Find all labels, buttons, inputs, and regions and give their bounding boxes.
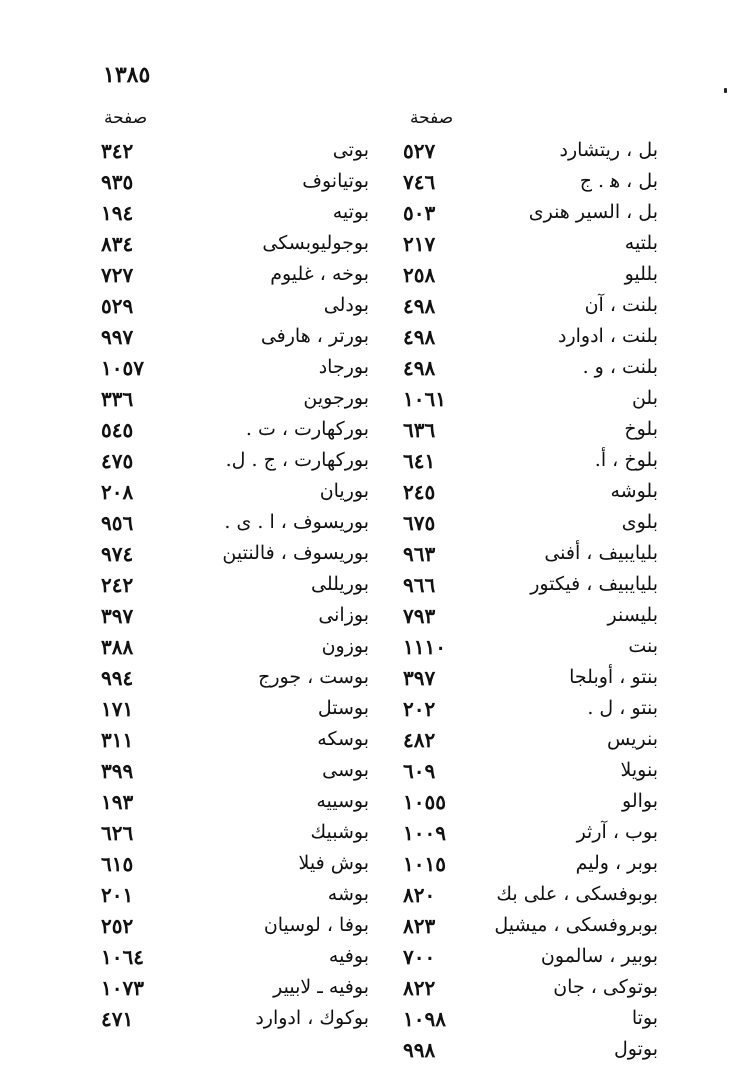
index-entry-page: ٩٩٤ xyxy=(101,666,134,690)
index-entry-name: بلليو xyxy=(624,263,658,285)
index-entry-name: بوستل xyxy=(317,697,369,719)
index-entry-page: ٣٩٧ xyxy=(403,666,436,690)
index-entry-page: ٨٣٤ xyxy=(101,232,134,256)
index-entry-name: بورجوين xyxy=(303,387,369,409)
index-entry-page: ١٠١٥ xyxy=(403,852,446,876)
index-entry-name: بوبر ، وليم xyxy=(575,852,658,874)
index-entry-name: بنريس xyxy=(606,728,658,750)
index-entry-name: بوكوك ، ادوارد xyxy=(255,1007,369,1029)
index-entry-page: ٩٦٣ xyxy=(403,542,436,566)
index-entry-name: بنويلا xyxy=(620,759,658,781)
index-entry xyxy=(355,418,670,449)
index-entry-page: ٣٨٨ xyxy=(101,635,134,659)
index-entry-name: بلنت ، و . xyxy=(582,356,658,378)
index-entry xyxy=(355,635,670,666)
index-entry xyxy=(355,666,670,697)
index-entry-name: بودلى xyxy=(323,294,369,316)
index-entry-page: ٢٥٢ xyxy=(101,914,134,938)
index-entry-name: بوبوفسكى ، على بك xyxy=(496,883,658,905)
index-entry-page: ٩٥٦ xyxy=(101,511,134,535)
page-column-header-left: صفحة xyxy=(104,108,148,128)
index-entry-page: ٣٩٧ xyxy=(101,604,134,628)
index-entry-name: بوفيه xyxy=(328,945,369,967)
index-entry-name: بوش فيلا xyxy=(298,852,369,874)
index-entry-name: بوتا xyxy=(631,1007,658,1029)
index-entry-page: ٤٧١ xyxy=(101,1007,134,1031)
index-entry-name: بنت xyxy=(628,635,658,657)
index-entry-page: ١٠٥٥ xyxy=(403,790,446,814)
index-entry-page: ١٠٦١ xyxy=(403,387,446,411)
index-entry-page: ٨٢٢ xyxy=(403,976,436,1000)
index-entry-name: بوسى xyxy=(322,759,369,781)
index-entry-page: ٩٧٤ xyxy=(101,542,134,566)
index-entry-page: ٧٤٦ xyxy=(403,170,436,194)
index-entry xyxy=(355,325,670,356)
index-entry xyxy=(96,728,381,759)
index-entry xyxy=(355,945,670,976)
index-entry-name: بوزانى xyxy=(318,604,369,626)
index-entry-page: ٣٤٢ xyxy=(101,139,134,163)
index-entry xyxy=(355,449,670,480)
index-entry-name: بوتيه xyxy=(332,201,369,223)
index-entry-name: بوسكه xyxy=(317,728,369,750)
index-entry-page: ٦٢٦ xyxy=(101,821,134,845)
index-entry-name: بل ، السير هنرى xyxy=(528,201,658,223)
index-entry xyxy=(96,263,381,294)
index-entry xyxy=(355,232,670,263)
index-entry xyxy=(96,294,381,325)
index-entry xyxy=(355,573,670,604)
index-entry-page: ٥٢٧ xyxy=(403,139,436,163)
index-entry-name: بوتى xyxy=(332,139,369,161)
index-entry xyxy=(96,449,381,480)
index-entry xyxy=(96,170,381,201)
index-entry-page: ٢٤٥ xyxy=(403,480,436,504)
index-entry-page: ١١١٠ xyxy=(403,635,446,659)
index-entry-page: ٢٠٢ xyxy=(403,697,436,721)
index-entry-page: ٢٥٨ xyxy=(403,263,436,287)
index-entry-page: ١٠٧٣ xyxy=(101,976,144,1000)
index-entry-name: بلوشه xyxy=(610,480,658,502)
index-entry-page: ٩٣٥ xyxy=(101,170,134,194)
index-entry xyxy=(96,480,381,511)
index-entry-name: بوشبيك xyxy=(310,821,369,843)
page-number: ١٣٨٥ xyxy=(103,62,151,88)
index-entry-name: بورتر ، هارفى xyxy=(260,325,369,347)
index-entry xyxy=(355,821,670,852)
index-entry-page: ١٩٤ xyxy=(101,201,134,225)
index-entry-page: ٧٩٣ xyxy=(403,604,436,628)
index-entry-name: بورجاد xyxy=(318,356,369,378)
index-entry-name: بلوخ xyxy=(624,418,658,440)
index-entry-page: ١٠٦٤ xyxy=(101,945,144,969)
index-entry-page: ٢١٧ xyxy=(403,232,436,256)
index-entry xyxy=(96,139,381,170)
index-entry-name: بلنت ، آن xyxy=(584,294,658,316)
index-entry xyxy=(355,697,670,728)
index-entry-page: ٨٢٠ xyxy=(403,883,436,907)
index-entry-name: بوشه xyxy=(327,883,369,905)
index-entry-name: بلوى xyxy=(621,511,658,533)
index-entry-name: بوتيانوف xyxy=(302,170,369,192)
index-entry-page: ٤٨٢ xyxy=(403,728,436,752)
index-entry-page: ٦٤١ xyxy=(403,449,436,473)
index-entry-name: بوب ، آرثر xyxy=(576,821,658,843)
index-entry xyxy=(355,387,670,418)
index-entry xyxy=(96,387,381,418)
index-entry-name: بوتول xyxy=(613,1038,658,1060)
index-entry-name: بوسييه xyxy=(316,790,369,812)
index-entry xyxy=(355,759,670,790)
index-entry-name: بليايبيف ، أفنى xyxy=(544,542,658,564)
index-entry-name: بوزون xyxy=(321,635,369,657)
index-entry-page: ٤٩٨ xyxy=(403,294,436,318)
index-entry xyxy=(355,852,670,883)
index-entry xyxy=(355,294,670,325)
index-entry-page: ٩٩٧ xyxy=(101,325,134,349)
index-entry-page: ٦٣٦ xyxy=(403,418,436,442)
index-entry-name: بوجوليوبسكى xyxy=(262,232,369,254)
index-entry-name: بوريان xyxy=(319,480,369,502)
index-entry-page: ٦١٥ xyxy=(101,852,134,876)
index-entry xyxy=(96,542,381,573)
index-entry-page: ٥٠٣ xyxy=(403,201,436,225)
index-entry xyxy=(96,852,381,883)
index-entry-name: بلتيه xyxy=(624,232,658,254)
index-entry xyxy=(355,170,670,201)
index-entry xyxy=(355,263,670,294)
index-entry-name: بوبروفسكى ، ميشيل xyxy=(494,914,658,936)
index-entry xyxy=(96,976,381,1007)
index-entry xyxy=(96,232,381,263)
index-entry-page: ٧٠٠ xyxy=(403,945,436,969)
index-entry-page: ١٧١ xyxy=(101,697,134,721)
index-entry-page: ٢٠١ xyxy=(101,883,134,907)
index-entry xyxy=(355,356,670,387)
index-entry-name: بوفيه ـ لابيير xyxy=(273,976,369,998)
index-entry xyxy=(96,666,381,697)
index-entry xyxy=(355,480,670,511)
index-entry-page: ٩٦٦ xyxy=(403,573,436,597)
index-entry-page: ١٠٥٧ xyxy=(101,356,144,380)
index-entry-page: ٥٤٥ xyxy=(101,418,134,442)
index-entry-name: بلن xyxy=(631,387,658,409)
index-column-right xyxy=(355,139,670,1069)
index-entry-name: بوخه ، غليوم xyxy=(270,263,369,285)
index-entry xyxy=(355,1007,670,1038)
index-entry-page: ٦٠٩ xyxy=(403,759,436,783)
index-entry-page: ١٩٣ xyxy=(101,790,134,814)
index-entry-page: ١٠٩٨ xyxy=(403,1007,446,1031)
index-entry xyxy=(96,418,381,449)
index-entry xyxy=(355,976,670,1007)
index-entry-page: ٢٠٨ xyxy=(101,480,134,504)
index-entry xyxy=(96,759,381,790)
index-entry xyxy=(96,697,381,728)
index-entry-name: بوبير ، سالمون xyxy=(540,945,658,967)
index-entry xyxy=(355,914,670,945)
index-entry xyxy=(355,542,670,573)
index-entry-name: بوالو xyxy=(622,790,658,812)
index-entry-page: ٣٩٩ xyxy=(101,759,134,783)
index-entry xyxy=(96,914,381,945)
index-column-left xyxy=(96,139,381,1038)
index-entry-name: بل ، ريتشارد xyxy=(559,139,658,161)
index-entry xyxy=(355,790,670,821)
index-entry-name: بوركهارت ، ج . ل. xyxy=(225,449,369,471)
index-entry xyxy=(355,139,670,170)
index-entry-name: بنتو ، ل . xyxy=(587,697,658,719)
index-entry-page: ٢٤٢ xyxy=(101,573,134,597)
index-entry-name: بوست ، جورج xyxy=(258,666,369,688)
index-entry-page: ٦٧٥ xyxy=(403,511,436,535)
scan-artifact xyxy=(724,88,727,93)
index-entry-page: ٨٢٣ xyxy=(403,914,436,938)
index-entry-page: ٥٢٩ xyxy=(101,294,134,318)
index-entry xyxy=(355,728,670,759)
index-entry-name: بوريسوف ، ا . ى . xyxy=(224,511,369,533)
index-entry-name: بليسنر xyxy=(607,604,658,626)
index-entry-page: ٩٩٨ xyxy=(403,1038,436,1062)
index-entry-name: بلوخ ، أ. xyxy=(594,449,658,471)
index-entry xyxy=(96,635,381,666)
index-entry xyxy=(96,356,381,387)
index-entry-name: بوريللى xyxy=(311,573,369,595)
page-column-header-right: صفحة xyxy=(410,108,454,128)
index-entry xyxy=(355,201,670,232)
index-entry xyxy=(96,883,381,914)
index-entry-page: ٤٩٨ xyxy=(403,356,436,380)
index-entry xyxy=(96,325,381,356)
index-entry xyxy=(96,573,381,604)
index-entry xyxy=(96,1007,381,1038)
index-entry xyxy=(355,1038,670,1069)
index-entry-page: ٣٣٦ xyxy=(101,387,134,411)
index-entry xyxy=(355,883,670,914)
index-entry xyxy=(355,604,670,635)
index-entry-name: بوفا ، لوسيان xyxy=(263,914,369,936)
index-entry-name: بلنت ، ادوارد xyxy=(557,325,658,347)
index-entry xyxy=(96,821,381,852)
index-entry-page: ٧٢٧ xyxy=(101,263,134,287)
index-entry xyxy=(96,604,381,635)
index-entry xyxy=(96,790,381,821)
index-entry-page: ٤٧٥ xyxy=(101,449,134,473)
index-entry-page: ٣١١ xyxy=(101,728,134,752)
index-entry-name: بليايبيف ، فيكتور xyxy=(530,573,658,595)
index-entry-name: بل ، ﻫ . ج xyxy=(579,170,658,192)
index-entry-name: بوريسوف ، فالنتين xyxy=(222,542,369,564)
index-entry xyxy=(355,511,670,542)
index-entry xyxy=(96,201,381,232)
index-entry-name: بنتو ، أوبلجا xyxy=(569,666,658,688)
index-entry xyxy=(96,511,381,542)
index-entry-page: ١٠٠٩ xyxy=(403,821,446,845)
index-entry-name: بوتوكى ، جان xyxy=(553,976,658,998)
index-entry-name: بوركهارت ، ت . xyxy=(245,418,369,440)
index-entry xyxy=(96,945,381,976)
index-entry-page: ٤٩٨ xyxy=(403,325,436,349)
